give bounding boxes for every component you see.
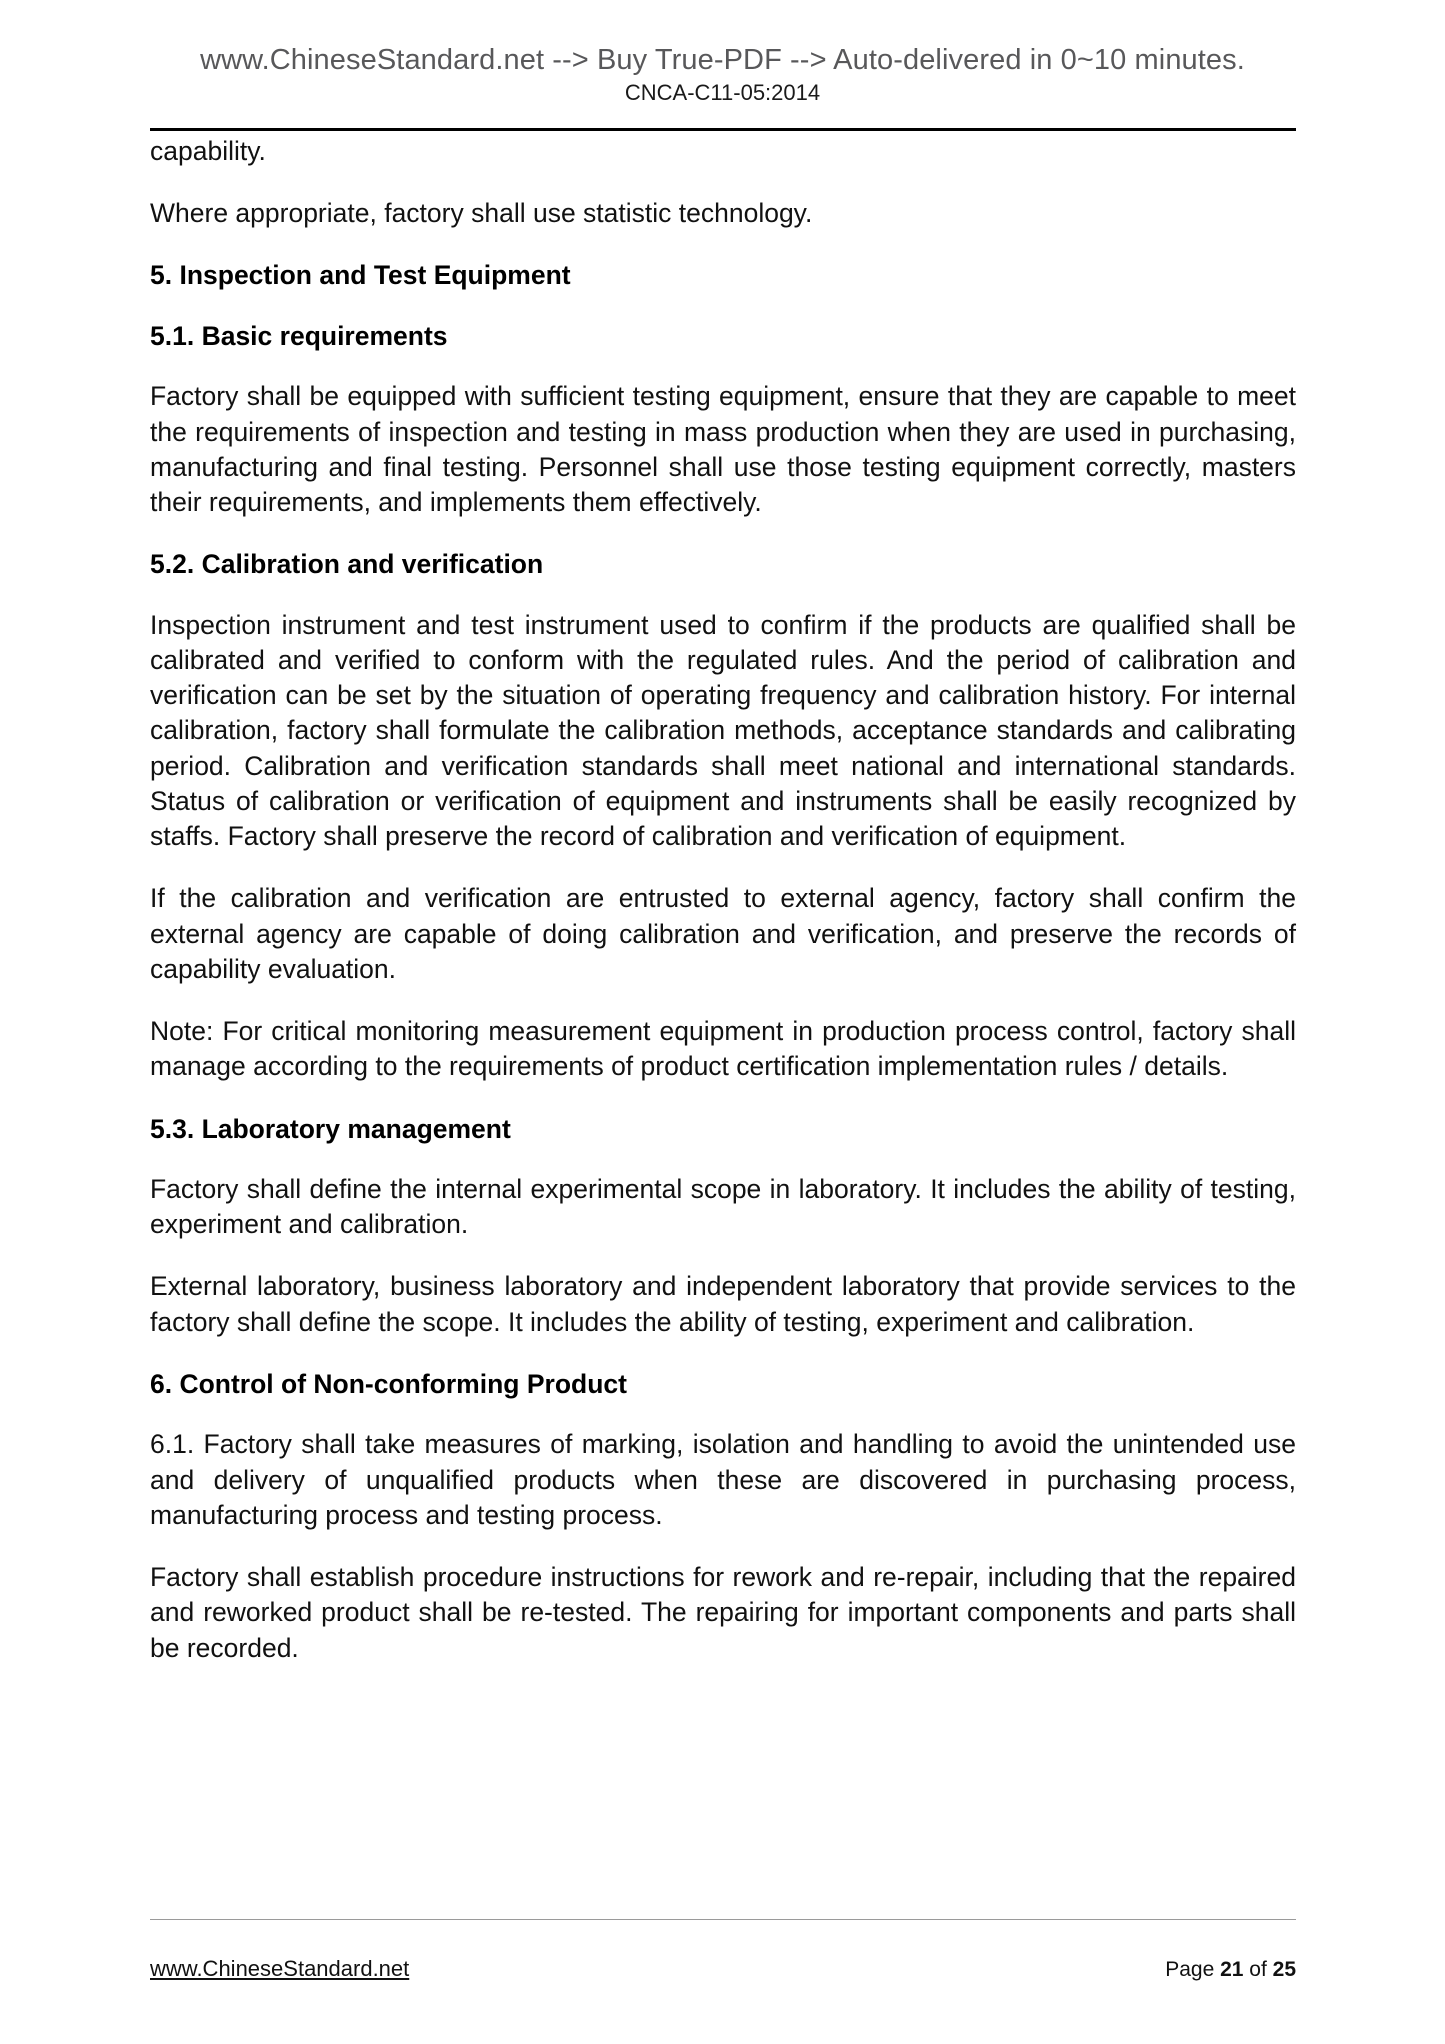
footer-divider bbox=[150, 1919, 1296, 1920]
page-number-separator: of bbox=[1243, 1958, 1273, 1981]
watermark-promo-text: www.ChineseStandard.net --> Buy True-PDF --> Auto-delivered in 0~10 minutes. bbox=[200, 44, 1245, 76]
paragraph-capability: capability. bbox=[150, 136, 266, 166]
header-divider bbox=[150, 128, 1296, 131]
page-number-prefix: Page bbox=[1165, 1958, 1221, 1981]
heading-section-5-3: 5.3. Laboratory management bbox=[150, 1113, 511, 1144]
document-standard-code: CNCA-C11-05:2014 bbox=[624, 80, 821, 105]
heading-section-6: 6. Control of Non-conforming Product bbox=[150, 1368, 627, 1399]
document-body bbox=[150, 134, 1296, 1693]
paragraph-5-2-calibration: Inspection instrument and test instrument used to confirm if the products are qualified shall be calibrated and verified to conform with the regulated rules. And the period of calibration and verification can be set by the situation of operating frequency and calibration history. For internal calibration, factory shall formulate the calibration methods, acceptance standards and calibrating period. Calibration and verification standards shall meet national and international standards. Status of calibration or verification of equipment and instruments shall be easily recognized by staffs. Factory shall preserve the record of calibration and verification of equipment. bbox=[150, 609, 1296, 852]
footer-website-link[interactable]: www.ChineseStandard.net bbox=[150, 1956, 410, 1981]
paragraph-5-2-note: Note: For critical monitoring measurement equipment in production process control, factory shall manage according to the requirements of product certification implementation rules / details. bbox=[150, 1016, 1296, 1082]
paragraph-5-1-body: Factory shall be equipped with sufficient testing equipment, ensure that they are capable to meet the requirements of inspection and testing in mass production when they are used in purchasing, manufacturing and final testing. Personnel shall use those testing equipment correctly, masters their requirements, and implements them effectively. bbox=[150, 381, 1296, 518]
page-footer bbox=[150, 1956, 1296, 1982]
page-number-total: 25 bbox=[1272, 1958, 1296, 1981]
page-number-indicator bbox=[1165, 1958, 1296, 1982]
paragraph-5-2-external-agency: If the calibration and verification are entrusted to external agency, factory shall confirm the external agency are capable of doing calibration and verification, and preserve the records of capability evaluation. bbox=[150, 883, 1296, 984]
paragraph-5-3-internal-scope: Factory shall define the internal experimental scope in laboratory. It includes the ability of testing, experiment and calibration. bbox=[150, 1173, 1296, 1240]
heading-section-5: 5. Inspection and Test Equipment bbox=[150, 260, 571, 291]
paragraph-statistic-technology: Where appropriate, factory shall use statistic technology. bbox=[150, 198, 813, 229]
paragraph-6-1: 6.1. Factory shall take measures of marking, isolation and handling to avoid the unintended use and delivery of unqualified products when these are discovered in purchasing process, manufacturing process and testing process. bbox=[150, 1429, 1296, 1530]
heading-section-5-1: 5.1. Basic requirements bbox=[150, 320, 448, 351]
heading-section-5-2: 5.2. Calibration and verification bbox=[150, 549, 544, 580]
paragraph-5-3-external-laboratory: External laboratory, business laboratory and independent laboratory that provide services to the factory shall define the scope. It includes the ability of testing, experiment and calibration. bbox=[150, 1271, 1296, 1337]
paragraph-6-2-rework: Factory shall establish procedure instructions for rework and re-repair, including that the repaired and reworked product shall be re-tested. The repairing for important components and parts shall be recorded. bbox=[150, 1562, 1296, 1663]
page-number-current: 21 bbox=[1220, 1958, 1244, 1981]
